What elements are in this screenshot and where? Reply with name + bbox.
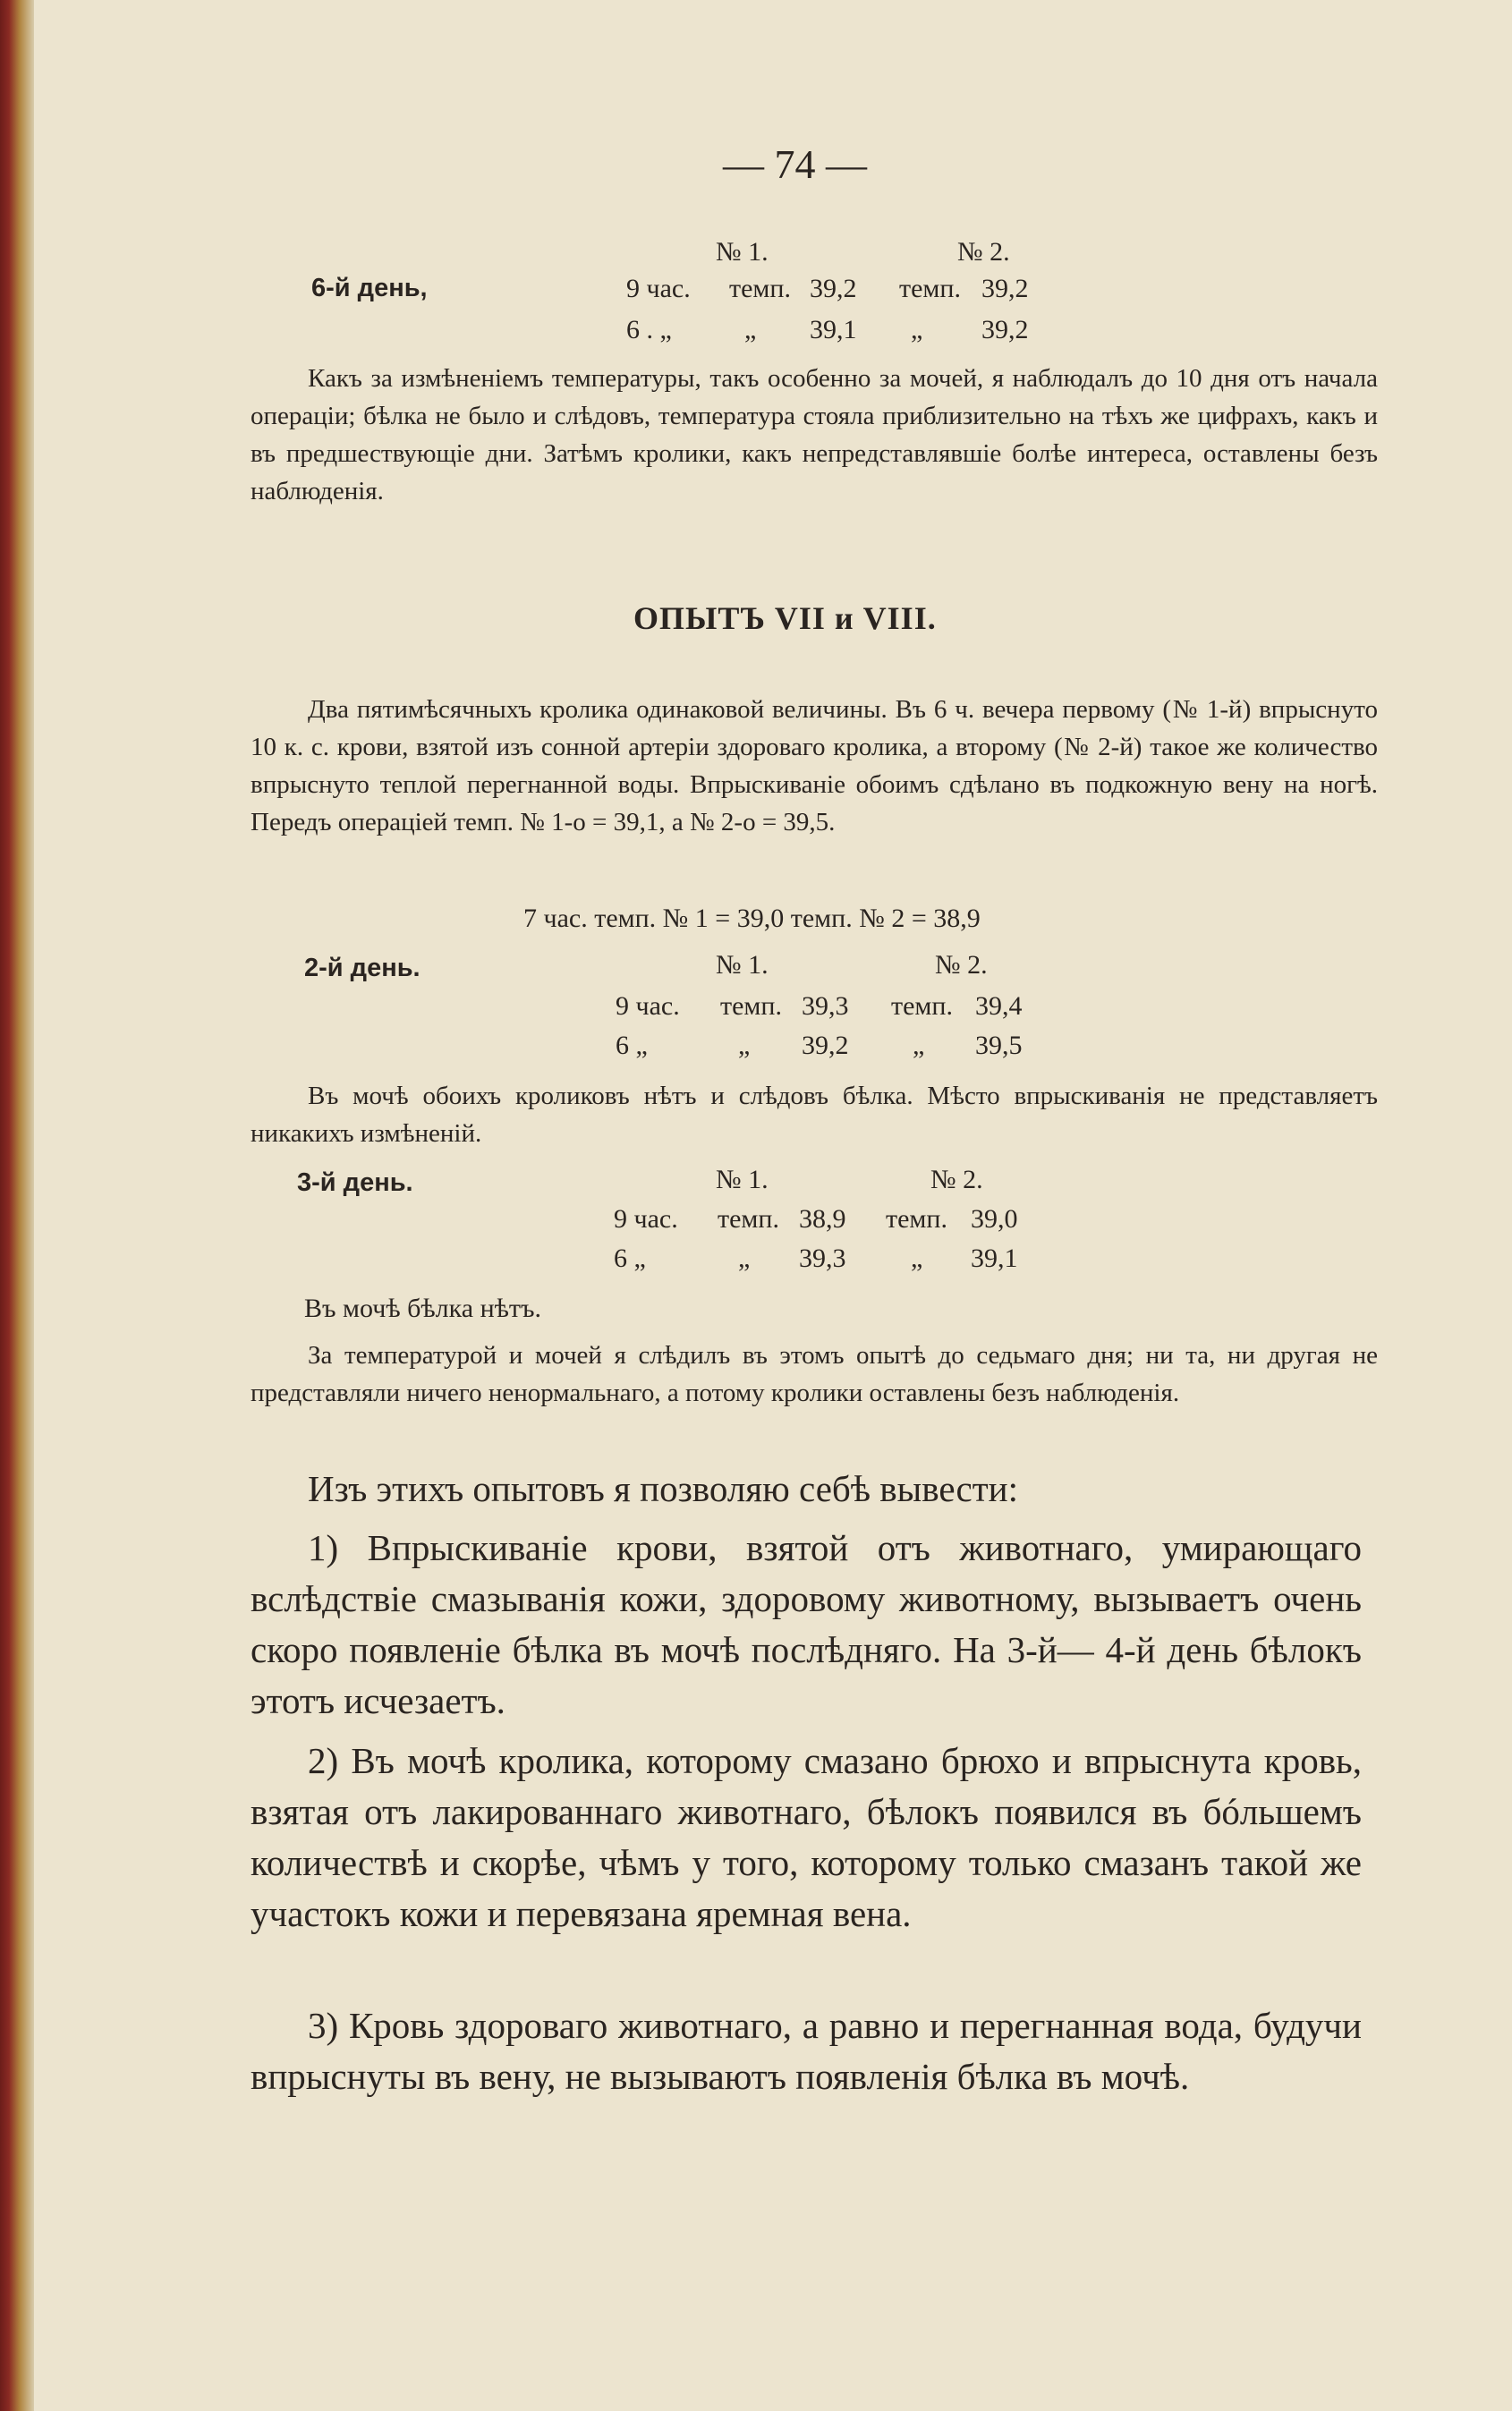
day3-row2-t1-label: „ bbox=[738, 1244, 751, 1273]
day2-row2-t1: 39,2 bbox=[802, 1031, 849, 1060]
section-heading: ОПЫТЪ VII и VIII. bbox=[633, 600, 937, 636]
paragraph-observation-seventh-day: За температурой и мочей я слѣдилъ въ этомъ опытѣ до седьмаго дня; ни та, ни другая не представляли ничего ненормальнаго, а потому кролики оставлены безъ наблюденія. bbox=[251, 1341, 1378, 1407]
top-row1-t1: 39,2 bbox=[810, 274, 857, 303]
day2-row2-t1-label: „ bbox=[738, 1031, 751, 1060]
day-2-label: 2-й день. bbox=[304, 954, 420, 982]
top-row2-t2: 39,2 bbox=[981, 315, 1029, 344]
seven-hour-line: 7 час. темп. № 1 = 39,0 темп. № 2 = 38,9 bbox=[523, 904, 981, 933]
book-binding-edge bbox=[0, 0, 34, 2411]
paragraph-day2-urine: Въ мочѣ обоихъ кроликовъ нѣтъ и слѣдовъ бѣлка. Мѣсто впрыскиванія не представляетъ никакихъ измѣненій. bbox=[251, 1082, 1378, 1148]
day2-row1-t2-label: темп. bbox=[891, 991, 953, 1021]
day3-row2-time: 6 „ bbox=[614, 1244, 646, 1273]
day3-row1-t1-label: темп. bbox=[718, 1204, 779, 1234]
top-row1-t2: 39,2 bbox=[981, 274, 1029, 303]
day2-header-n1: № 1. bbox=[716, 950, 769, 980]
top-row1-t2-label: темп. bbox=[899, 274, 961, 303]
day3-row2-t2: 39,1 bbox=[971, 1244, 1018, 1273]
day2-header-n2: № 2. bbox=[935, 950, 988, 980]
conclusion-3: 3) Кровь здороваго животнаго, а равно и перегнанная вода, будучи впрыснуты въ вену, не вызываютъ появленія бѣлка въ мочѣ. bbox=[251, 2005, 1362, 2097]
paragraph-day3-urine: Въ мочѣ бѣлка нѣтъ. bbox=[304, 1294, 542, 1323]
day3-row1-t2: 39,0 bbox=[971, 1204, 1018, 1234]
page-number: — 74 — bbox=[723, 141, 867, 187]
paragraph-observation-end: Какъ за измѣненіемъ температуры, такъ особенно за мочей, я наблюдалъ до 10 дня отъ начала операціи; бѣлка не было и слѣдовъ, температура стояла приблизительно на тѣхъ же цифрахъ, какъ и въ предшествующіе дни. Затѣмъ кролики, какъ непредставлявшіе болѣе интереса, оставлены безъ наблюденія. bbox=[251, 364, 1378, 505]
top-header-n1: № 1. bbox=[716, 237, 769, 267]
day2-row2-time: 6 „ bbox=[616, 1031, 648, 1060]
top-row1-time: 9 час. bbox=[626, 274, 691, 303]
day2-row1-t1: 39,3 bbox=[802, 991, 849, 1021]
top-row2-t2-label: „ bbox=[911, 315, 923, 344]
day2-row2-t2: 39,5 bbox=[975, 1031, 1023, 1060]
top-header-n2: № 2. bbox=[957, 237, 1010, 267]
top-row1-t1-label: темп. bbox=[729, 274, 791, 303]
day3-row1-time: 9 час. bbox=[614, 1204, 678, 1234]
day-3-label: 3-й день. bbox=[297, 1168, 413, 1197]
conclusion-1: 1) Впрыскиваніе крови, взятой отъ животнаго, умирающаго вслѣдствіе смазыванія кожи, здоровому животному, вызываетъ очень скоро появленіе бѣлка въ мочѣ послѣдняго. На 3-й— 4-й день бѣлокъ этотъ исчезаетъ. bbox=[251, 1527, 1362, 1721]
day3-row2-t1: 39,3 bbox=[799, 1244, 846, 1273]
day3-header-n1: № 1. bbox=[716, 1165, 769, 1194]
top-row2-t1: 39,1 bbox=[810, 315, 857, 344]
day-6-label: 6-й день, bbox=[311, 274, 428, 302]
day2-row1-time: 9 час. bbox=[616, 991, 680, 1021]
day3-row1-t1: 38,9 bbox=[799, 1204, 846, 1234]
day2-row1-t1-label: темп. bbox=[720, 991, 782, 1021]
conclusions-intro: Изъ этихъ опытовъ я позволяю себѣ вывести: bbox=[308, 1468, 1018, 1509]
top-row2-t1-label: „ bbox=[744, 315, 757, 344]
day3-header-n2: № 2. bbox=[930, 1165, 983, 1194]
top-row2-time: 6 . „ bbox=[626, 315, 672, 344]
day2-row2-t2-label: „ bbox=[913, 1031, 925, 1060]
paragraph-experiment-setup: Два пятимѣсячныхъ кролика одинаковой величины. Въ 6 ч. вечера первому (№ 1-й) впрыснуто 10 к. с. крови, взятой изъ сонной артеріи здороваго кролика, а второму (№ 2-й) такое же количество впрыснуто теплой перегнанной воды. Впрыскиваніе обоимъ сдѣлано въ подкожную вену на ногѣ. Передъ операціей темп. № 1-о = 39,1, а № 2-о = 39,5. bbox=[251, 695, 1378, 836]
conclusion-2: 2) Въ мочѣ кролика, которому смазано брюхо и впрыснута кровь, взятая отъ лакированнаго животнаго, бѣлокъ появился въ бóльшемъ количествѣ и скорѣе, чѣмъ у того, которому только смазанъ такой же участокъ кожи и перевязана яремная вена. bbox=[251, 1740, 1362, 1934]
day2-row1-t2: 39,4 bbox=[975, 991, 1023, 1021]
day3-row1-t2-label: темп. bbox=[886, 1204, 947, 1234]
day3-row2-t2-label: „ bbox=[911, 1244, 923, 1273]
